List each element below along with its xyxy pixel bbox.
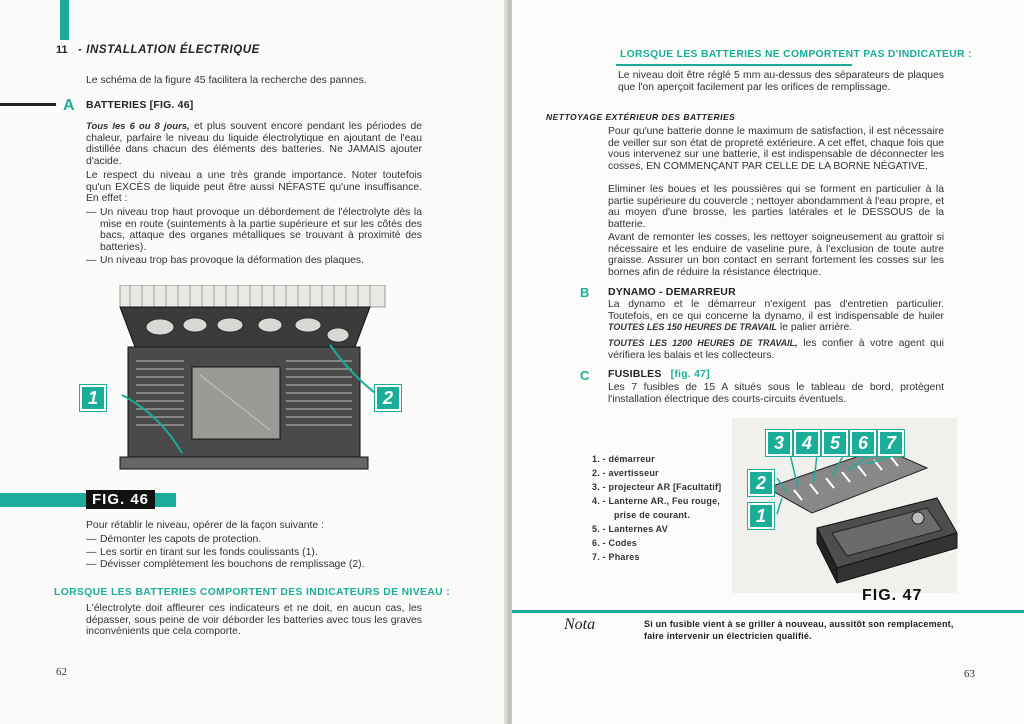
fig47-side-number: 1	[748, 503, 774, 529]
list-item: — Un niveau trop haut provoque un débordement de l'électrolyte dès la mise en route (suintements à la partie supérieure et sur les côtés des bacs, attaque des organes métalliques se trouvant à proximité des batteries).	[86, 207, 422, 253]
list-item: — Démonter les capots de protection.	[86, 534, 422, 546]
page-number-right: 63	[964, 668, 975, 680]
dynamo-para2	[608, 338, 944, 361]
para-level: Le niveau doit être réglé 5 mm au-dessus des séparateurs de plaques que l'on aperçoit facilement par les orifices de remplissage.	[618, 70, 944, 93]
rule	[0, 103, 56, 106]
dynamo-para2-b: les confier à votre agent qui vérifiera les balais et les collecteurs.	[608, 338, 944, 361]
dynamo-para1	[608, 299, 944, 334]
fuses-para: Les 7 fusibles de 15 A situés sous le tableau de bord, protègent l'installation électrique des courts-circuits éventuels.	[608, 382, 944, 405]
subheading-underline	[616, 64, 852, 66]
fig47-number: 5	[822, 430, 848, 456]
dynamo-para1-b: TOUTES LES 150 HEURES DE TRAVAIL	[608, 322, 778, 333]
marker-b: B	[580, 285, 590, 300]
page-number-left: 62	[56, 666, 67, 678]
subheading-no-indicator: LORSQUE LES BATTERIES NE COMPORTENT PAS D'INDICATEUR :	[620, 49, 972, 60]
list-item: — Les sortir en tirant sur les fonds coulissants (1).	[86, 547, 422, 559]
list-item: prise de courant.	[614, 510, 690, 520]
fuses-title: FUSIBLES	[608, 368, 662, 380]
dynamo-heading: DYNAMO - DEMARREUR	[608, 286, 736, 298]
list-item: 6. - Codes	[592, 538, 638, 548]
fuses-heading	[608, 368, 710, 380]
fig-46-label: FIG. 46	[86, 490, 155, 509]
nota-label: Nota	[564, 616, 596, 633]
fig47-side-number: 2	[748, 470, 774, 496]
fig47-number: 7	[878, 430, 904, 456]
list-item: — Dévisser complètement les bouchons de remplissage (2).	[86, 559, 422, 571]
nota-text: Si un fusible vient à se griller à nouveau, aussitôt son remplacement, faire intervenir un électricien qualifié.	[644, 619, 954, 641]
para3: Pour rétablir le niveau, opérer de la façon suivante :	[86, 520, 324, 531]
batteries-heading: BATTERIES [FIG. 46]	[86, 99, 194, 111]
fig-47-label: FIG. 47	[862, 587, 923, 604]
list-item: 2. - avertisseur	[592, 468, 659, 478]
para1	[86, 121, 422, 167]
list-item: 4. - Lanterne AR., Feu rouge,	[592, 496, 720, 506]
list-item: 1. - démarreur	[592, 454, 655, 464]
right-page	[512, 0, 1024, 724]
dynamo-para1-a: La dynamo et le démarreur n'exigent pas d'entretien particulier. Toutefois, en ce qui concerne la dynamo, il est indispensable de huiler	[608, 299, 944, 322]
dynamo-para1-c: le palier arrière.	[779, 322, 853, 334]
fuse-list	[592, 452, 722, 564]
marker-c: C	[580, 368, 590, 383]
left-page	[0, 0, 506, 724]
dynamo-para2-a: TOUTES LES 1200 HEURES DE TRAVAIL,	[608, 338, 798, 348]
cleaning-para3: Avant de remonter les cosses, les nettoyer soigneusement au grattoir si nécessaire et les enduire de vaseline pure, à l'exclusion de toute autre graisse. Assurer un bon contact en serrant fortement les cosses sur les bornes afin de réduire la résistance électrique.	[608, 232, 944, 278]
para4: L'électrolyte doit affleurer ces indicateurs et ne doit, en aucun cas, les dépasser, sous peine de voir déborder les batteries avec tous les graves inconvénients que cela comporte.	[86, 603, 422, 638]
callout-2: 2	[375, 385, 401, 411]
section-title: - INSTALLATION ÉLECTRIQUE	[78, 44, 260, 56]
fig47-number: 3	[766, 430, 792, 456]
list-item: — Un niveau trop bas provoque la déformation des plaques.	[86, 255, 422, 267]
subheading-indicators: LORSQUE LES BATTERIES COMPORTENT DES INDICATEURS DE NIVEAU :	[54, 587, 451, 598]
list-item: 7. - Phares	[592, 552, 640, 562]
cleaning-para1: Pour qu'une batterie donne le maximum de satisfaction, il est nécessaire de veiller sur son état de propreté extérieure. A cet effet, chaque fois que vous intervenez sur une batterie, il est indispensable de déconnecter les cosses, EN COMMENÇANT PAR CELLE DE LA BORNE NÉGATIVE.	[608, 126, 944, 172]
nota-rule	[512, 610, 1024, 613]
list-item: 5. - Lanternes AV	[592, 524, 668, 534]
section-tab	[60, 0, 69, 40]
callout-1: 1	[80, 385, 106, 411]
para1-lead: Tous les 6 ou 8 jours,	[86, 121, 190, 132]
marker-a: A	[63, 97, 75, 114]
cleaning-para2: Eliminer les boues et les poussières qui se forment en particulier à la partie supérieure du couvercle ; nettoyer abondamment à l'eau propre, et au moyen d'une brosse, les parties latérales et le DESSOUS de la batterie.	[608, 184, 944, 230]
para2: Le respect du niveau a une très grande importance. Noter toutefois qu'un EXCÈS de liquide peut être aussi NÉFASTE qu'une insuffisance. En effet :	[86, 170, 422, 205]
section-number: 11	[56, 44, 68, 56]
fuses-fig-ref: [fig. 47]	[670, 368, 710, 380]
fig47-number: 6	[850, 430, 876, 456]
fig47-number-row	[766, 430, 904, 456]
para1-text: et plus souvent encore pendant les périodes de chaleur, parfaire le niveau du liquide électrolytique en ajoutant de l'eau distillée dans chacun des éléments des batteries. Ne JAMAIS ajouter d'acide.	[86, 121, 423, 167]
intro-text: Le schéma de la figure 45 facilitera la recherche des pannes.	[86, 75, 367, 86]
bullet-list-2	[86, 534, 422, 571]
fig47-number: 4	[794, 430, 820, 456]
bullet-list-1	[86, 207, 422, 267]
list-item: 3. - projecteur AR [Facultatif]	[592, 482, 722, 492]
cleaning-heading: NETTOYAGE EXTÉRIEUR DES BATTERIES	[546, 112, 736, 122]
